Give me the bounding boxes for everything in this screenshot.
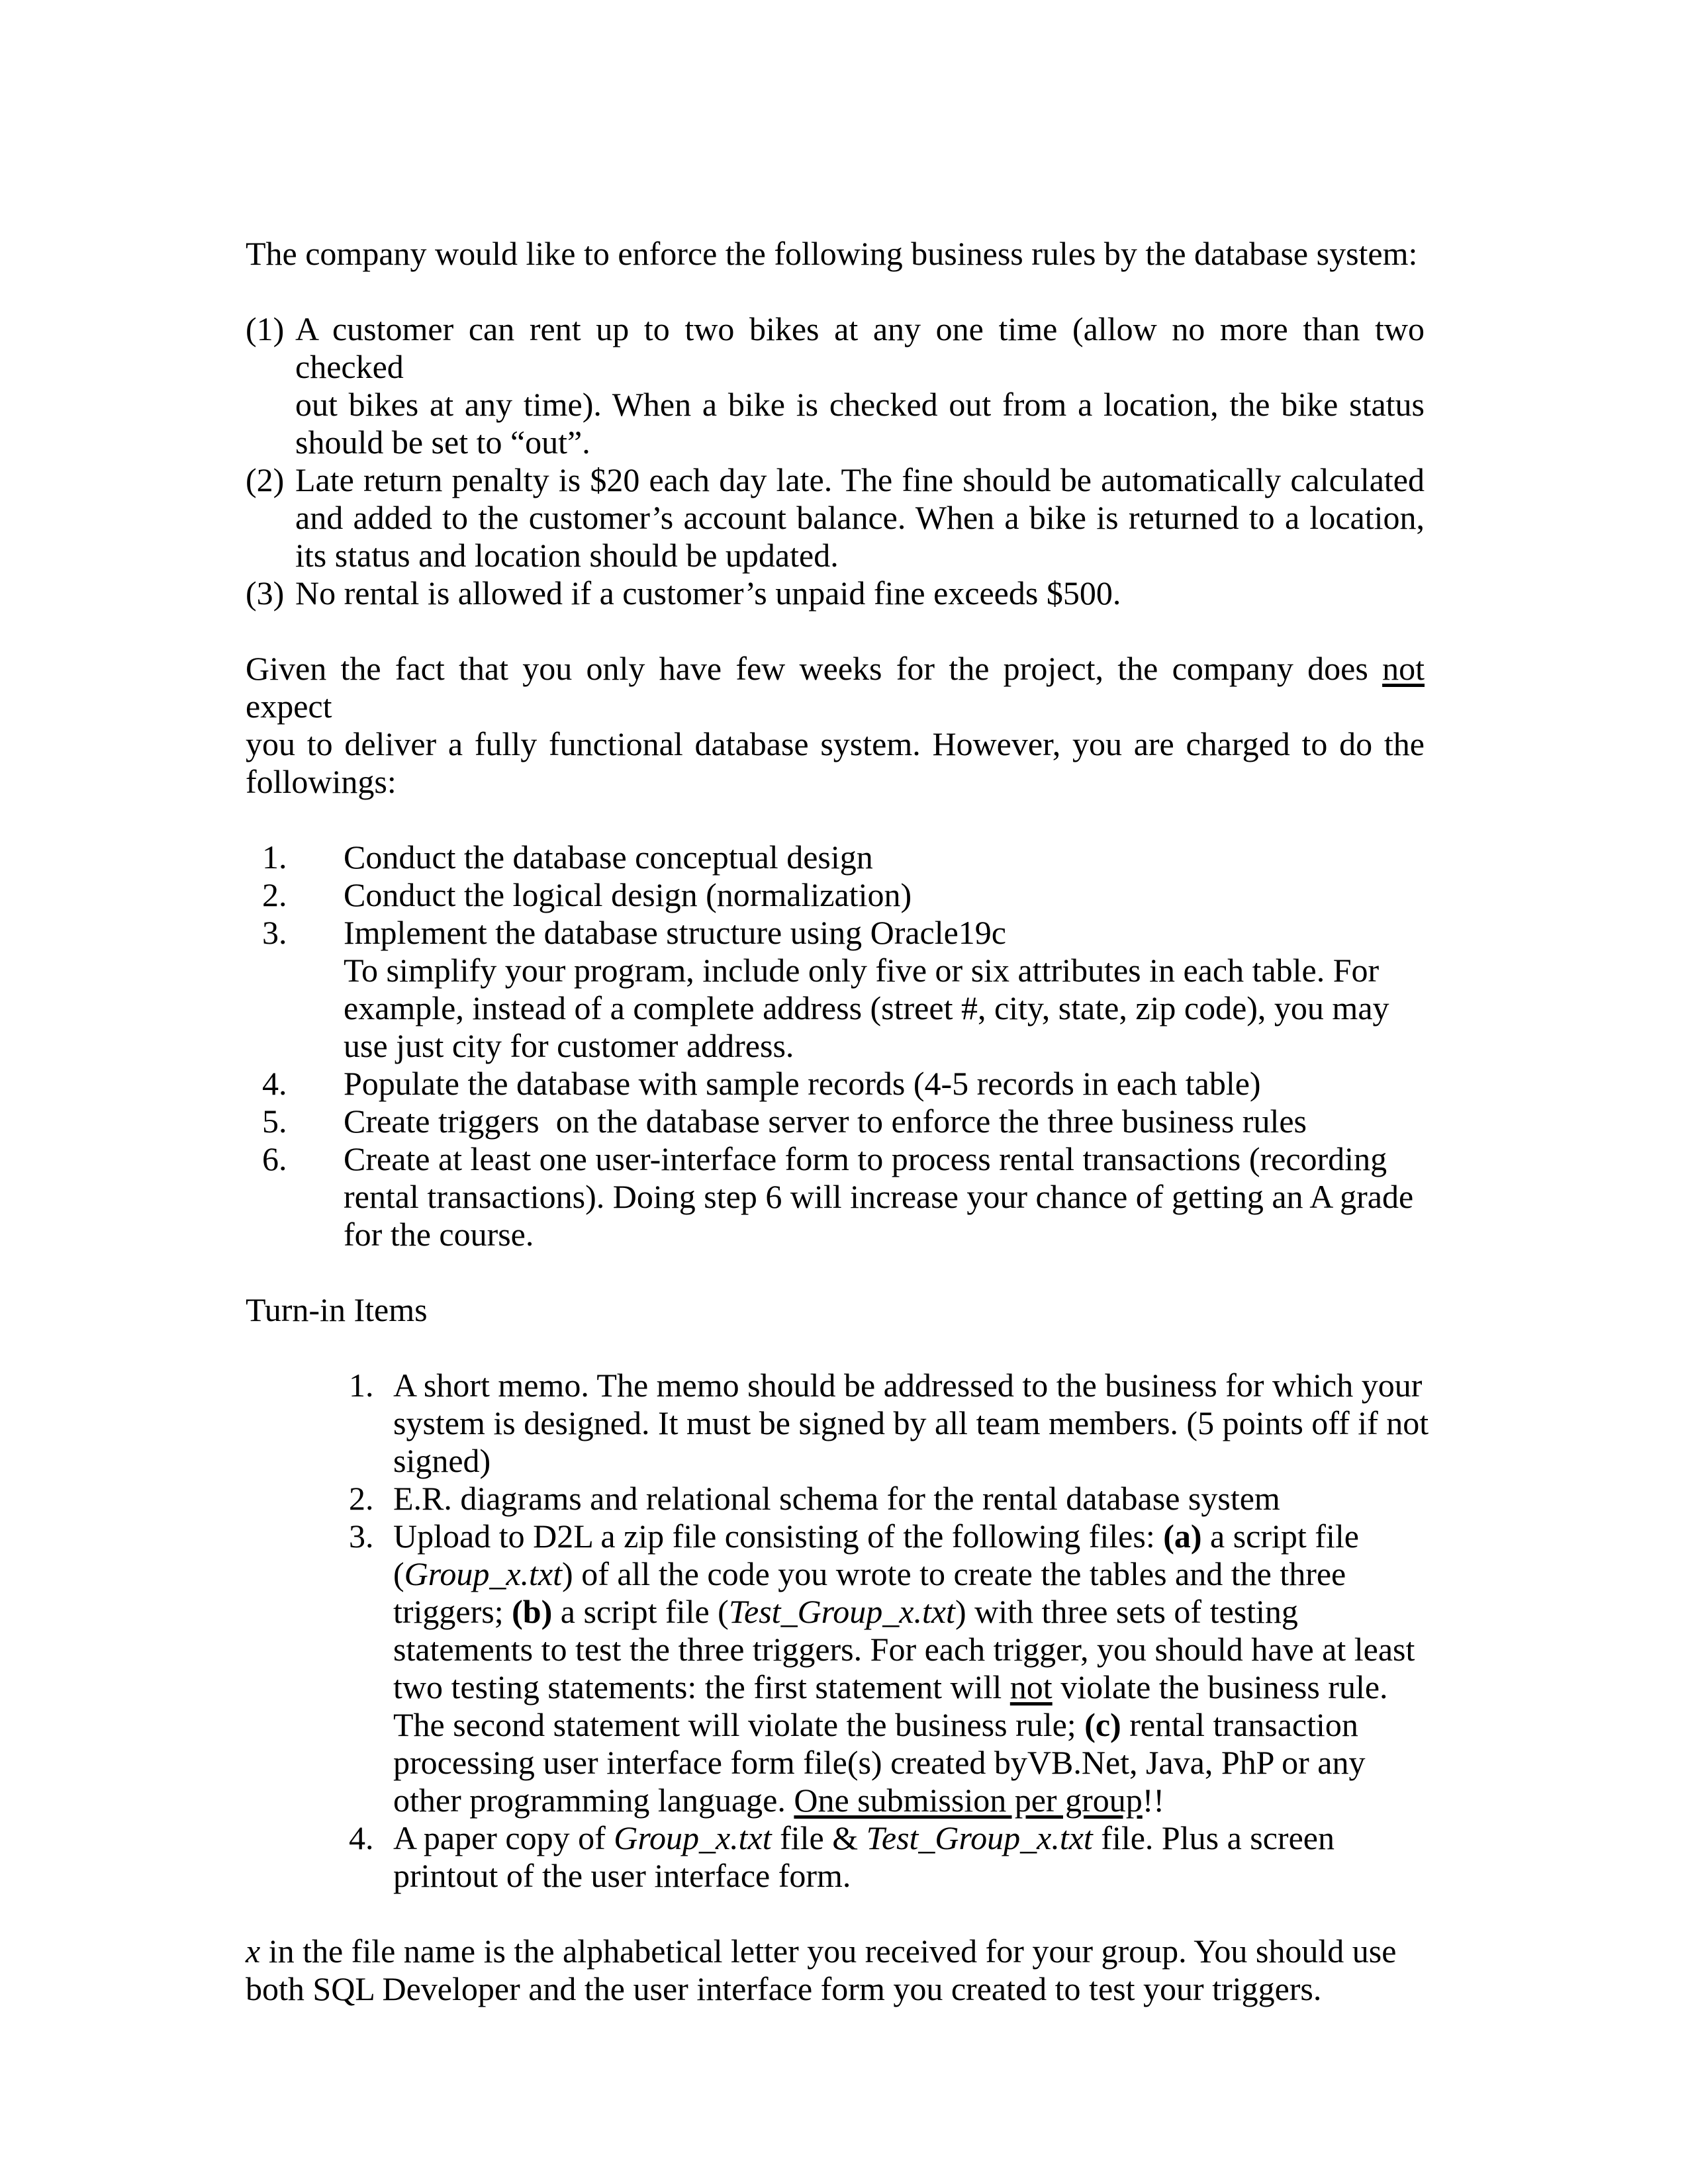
text-line: out bikes at any time). When a bike is checked out from a location, the bike status [295,386,1425,423]
list-item-text [295,574,1425,612]
italic-text: Test_Group_x.txt [866,1819,1093,1856]
list-item-text [344,876,1425,914]
list-item [246,1367,1429,1480]
text-run: A paper copy of [393,1819,614,1856]
text-line: both SQL Developer and the user interface form you created to test your triggers. [246,1970,1322,2007]
text-line: Create triggers on the database server to enforce the three business rules [344,1103,1307,1140]
list-item-number: 5. [262,1103,287,1140]
bold-text: (a) [1163,1518,1202,1555]
italic-text: x [246,1933,261,1970]
text-run: expect [246,688,332,725]
text-run: Given the fact that you only have few weeks for the project, the company does [246,650,1383,687]
text-run: file. Plus a screen [1092,1819,1335,1856]
italic-text: Group_x.txt [614,1819,772,1856]
text-line: Late return penalty is $20 each day late. The fine should be automatically calculated [295,461,1425,498]
list-item [246,1103,1425,1140]
list-item [246,876,1425,914]
text-run: in the file name is the alphabetical letter you received for your group. You should use [260,1933,1397,1970]
text-line: Conduct the logical design (normalization) [344,876,912,913]
text-line [393,1668,1425,1706]
text-line: Implement the database structure using Oracle19c [344,914,1007,951]
text-line: Populate the database with sample records (4-5 records in each table) [344,1065,1261,1102]
list-item-number: 3. [349,1518,374,1555]
list-item [246,574,1425,612]
text-line: system is designed. It must be signed by all team members. (5 points off if not [393,1404,1429,1441]
document-page [246,235,1429,2008]
underlined-text: not [1382,650,1425,687]
tasks-list [246,839,1425,1253]
text-line: use just city for customer address. [344,1027,794,1064]
text-run: violate the business rule. [1052,1668,1388,1706]
text-line: and added to the customer’s account balance. When a bike is returned to a location, [295,499,1425,536]
list-item-text [344,1065,1425,1103]
list-item-text [393,1518,1425,1819]
list-item-number: 1. [349,1367,374,1404]
text-run: other programming language. [393,1782,794,1819]
text-run: ) with three sets of testing [955,1593,1298,1630]
text-line: The company would like to enforce the following business rules by the database system: [246,235,1418,272]
list-item-text [344,839,1425,876]
text-line [393,1819,1425,1857]
text-run: The second statement will violate the business rule; [393,1706,1085,1743]
text-line: To simplify your program, include only five or six attributes in each table. For [344,952,1380,989]
turnin-list [246,1367,1429,1895]
italic-text: Test_Group_x.txt [728,1593,955,1630]
text-line: No rental is allowed if a customer’s unpaid fine exceeds $500. [295,574,1121,612]
list-item-number: 6. [262,1140,287,1177]
text-line: processing user interface form file(s) created byVB.Net, Java, PhP or any [393,1744,1366,1781]
text-line: signed) [393,1442,491,1479]
text-run: ( [393,1555,404,1592]
text-line: should be set to “out”. [295,424,590,461]
list-item-text [393,1367,1429,1480]
turnin-heading [246,1291,1425,1329]
text-line [393,1782,1425,1819]
text-line [246,1933,1425,1970]
list-item-number: 4. [349,1819,374,1856]
list-item [246,1518,1425,1819]
list-item-text [393,1480,1425,1518]
text-line: Create at least one user-interface form to process rental transactions (recording [344,1140,1387,1177]
text-run: Upload to D2L a zip file consisting of the following files: [393,1518,1164,1555]
list-item-number: 2. [262,876,287,913]
list-item [246,1480,1425,1518]
italic-text: Group_x.txt [404,1555,563,1592]
list-item [246,839,1425,876]
text-line: statements to test the three triggers. For each trigger, you should have at least [393,1631,1415,1668]
text-run: triggers; [393,1593,512,1630]
text-line: rental transactions). Doing step 6 will increase your chance of getting an A grade [344,1178,1414,1215]
list-item-text [295,461,1425,574]
text-line [393,1518,1425,1555]
text-run: file & [771,1819,867,1856]
list-item-number: (1) [246,310,285,347]
list-item [246,1065,1425,1103]
text-line: you to deliver a fully functional database system. However, you are charged to do the [246,725,1425,762]
text-line: for the course. [344,1216,534,1253]
list-item-text [393,1819,1425,1895]
text-line: example, instead of a complete address (street #, city, state, zip code), you may [344,989,1389,1026]
text-run: two testing statements: the first statement will [393,1668,1010,1706]
text-run: a script file [1201,1518,1359,1555]
list-item [246,914,1425,1065]
list-item [246,1819,1425,1895]
text-line: A customer can rent up to two bikes at any one time (allow no more than two checked [295,310,1425,385]
list-item-text [295,310,1425,461]
list-item-number: 3. [262,914,287,951]
list-item [246,461,1425,574]
list-item-number: 4. [262,1065,287,1102]
list-item-number: (3) [246,574,285,612]
text-line [393,1555,1425,1593]
given-paragraph [246,650,1425,801]
underlined-text: One submission per group [794,1782,1143,1819]
text-line: Turn-in Items [246,1291,428,1328]
list-item-text [344,914,1425,1065]
text-line: its status and location should be updated. [295,537,839,574]
underlined-text: not [1009,1668,1053,1706]
footer-paragraph [246,1933,1425,2008]
list-item-number: (2) [246,461,285,498]
list-item-text [344,1140,1425,1253]
bold-text: (c) [1084,1706,1121,1743]
text-run: !! [1142,1782,1165,1819]
text-line: A short memo. The memo should be addressed to the business for which your [393,1367,1423,1404]
text-line: E.R. diagrams and relational schema for the rental database system [393,1480,1280,1517]
text-run: ) of all the code you wrote to create the tables and the three [562,1555,1346,1592]
text-run: rental transaction [1121,1706,1358,1743]
text-line: printout of the user interface form. [393,1857,851,1894]
list-item-text [344,1103,1425,1140]
business-rules-list [246,310,1425,612]
text-line: followings: [246,763,397,800]
intro-paragraph [246,235,1425,273]
list-item [246,1140,1425,1253]
text-line: Conduct the database conceptual design [344,839,873,876]
text-line [246,650,1425,725]
list-item-number: 2. [349,1480,374,1517]
text-run: a script file ( [552,1593,729,1630]
bold-text: (b) [512,1593,553,1630]
list-item-number: 1. [262,839,287,876]
list-item [246,310,1425,461]
text-line [393,1593,1425,1631]
text-line [393,1706,1425,1744]
